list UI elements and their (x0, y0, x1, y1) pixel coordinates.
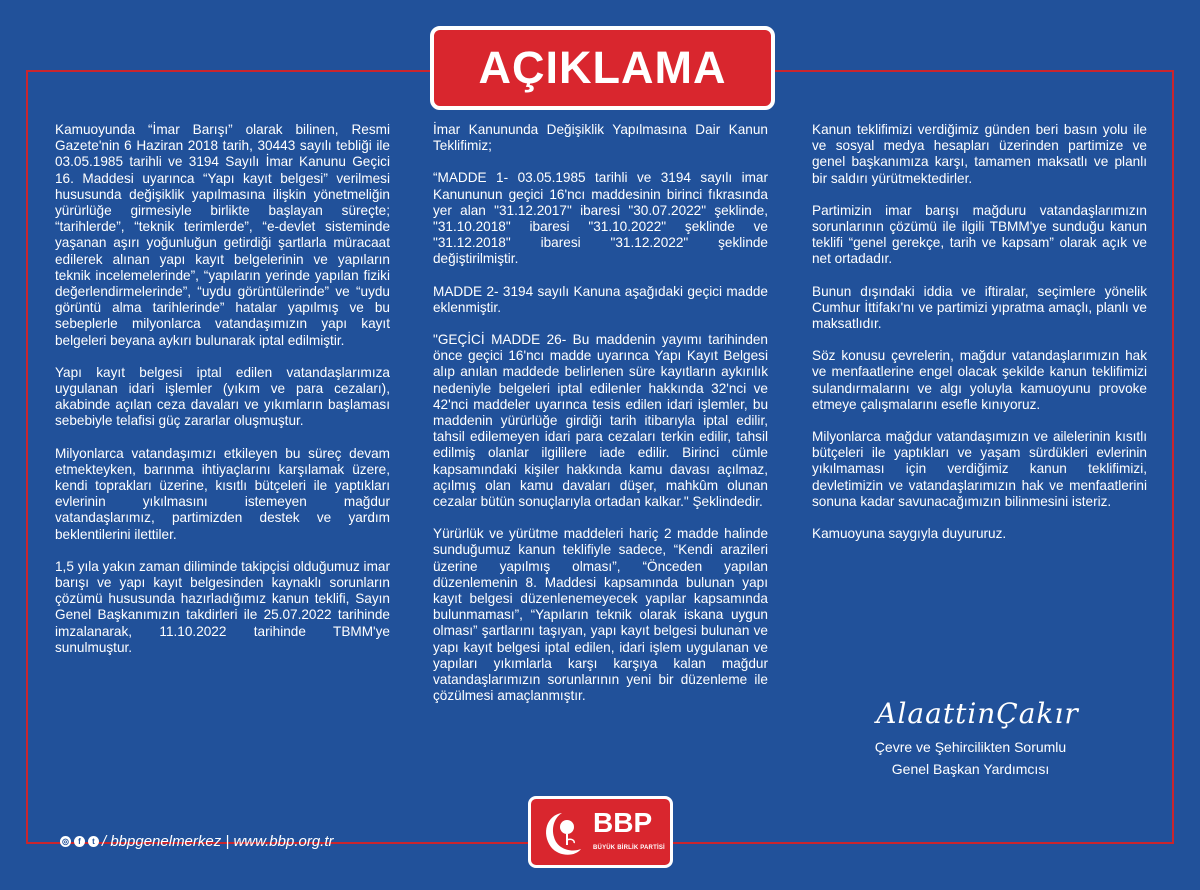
paragraph: Yürürlük ve yürütme maddeleri hariç 2 madde halinde sunduğumuz kanun teklifiyle sadece, “Kendi arazileri üzerine yapılmış olması”, “Önceden yapılan düzenlemenin 8. Maddesi kapsamında bulunan yapı kayıt belgesi düzenlenemeyecek yapılar kapsamında bulunmaması”, “Yapıların teknik olarak iskana uygun olması” şartlarını taşıyan, yapı kayıt belgesi bulunan ve yapı kayıt belgesi iptal edilen, idari işlem uygulanan ve yapıları yıkımlarla karşı karşıya kalan mağdur vatandaşlarımızın sorunlarının yeni bir düzenleme ile çözülmesi amaçlanmıştır. (433, 526, 768, 704)
column-3 (812, 122, 1147, 558)
facebook-icon[interactable]: f (74, 836, 85, 847)
paragraph: MADDE 2- 3194 sayılı Kanuna aşağıdaki geçici madde eklenmiştir. (433, 283, 768, 315)
instagram-icon[interactable]: ◎ (60, 836, 71, 847)
column-2 (433, 122, 768, 721)
logo-name: BBP (593, 807, 653, 838)
paragraph: Kamuoyuna saygıyla duyururuz. (812, 526, 1007, 542)
paragraph: Milyonlarca vatandaşımızı etkileyen bu süreç devam etmekteyken, barınma ihtiyaçlarını karşılamak üzere, kendi toprakları üzerine, kısıtlı bütçeleri ile yaptıkları evlerinin yıkılmasını istemeyen mağdur vatandaşlarımız, partimizden destek ve yardım beklentilerini ilettiler. (55, 445, 390, 542)
paragraph: Yapı kayıt belgesi iptal edilen vatandaşlarımıza uygulanan idari işlemler (yıkım ve para cezaları), akabinde açılan ceza davaları ve yıkımların başlaması sebebiyle telafisi güç zararlar oluşmuştur. (55, 364, 390, 429)
signer-title-line2: Genel Başkan Yardımcısı (891, 761, 1050, 777)
paragraph: 1,5 yıla yakın zaman diliminde takipçisi olduğumuz imar barışı ve yapı kayıt belgesinden kaynaklı sorunların çözümü hususunda hazırladığımız kanun teklifi, Sayın Genel Başkanımızın takdirleri ile 25.07.2022 tarihinde imzalanarak, 11.10.2022 tarihinde TBMM'ye sunulmuştur. (55, 558, 390, 655)
column-1 (55, 122, 390, 672)
crescent-rose-icon (537, 805, 587, 861)
paragraph: “MADDE 1- 03.05.1985 tarihli ve 3194 sayılı imar Kanununun geçici 16'ncı maddesinin birinci fıkrasında yer alan "31.12.2017" ibaresi "30.07.2022" şeklinde, "31.10.2018" ibaresi "31.10.2022" şeklinde ve "31.12.2018" ibaresi "31.12.2022" şeklinde değiştirilmiştir. (433, 170, 768, 267)
paragraph: Milyonlarca mağdur vatandaşımızın ve ailelerinin kısıtlı bütçeleri ile yaptıkları ve yaşam sürdükleri evlerinin yıkılmaması için verdiğimiz kanun teklifimizi, devletimizin ve vatandaşlarımızın hak ve menfaatlerini sonuna kadar savunacağımızın bilinmesini isteriz. (812, 429, 1147, 509)
paragraph: Söz konusu çevrelerin, mağdur vatandaşlarımızın hak ve menfaatlerine engel olacak şekilde kanun teklifimizi sulandırmalarını ve algı yoluyla kamuoyunu provoke etmeye çalışmalarını esefle kınıyoruz. (812, 348, 1147, 412)
paragraph: Partimizin imar barışı mağduru vatandaşlarımızın sorunlarının çözümü ile ilgili TBMM'ye sunduğu kanun teklifi “genel gerekçe, tarih ve kapsam” olarak açık ve net ortadadır. (812, 202, 1147, 267)
paragraph: "GEÇİCİ MADDE 26- Bu maddenin yayımı tarihinden önce geçici 16'ncı madde uyarınca Yapı Kayıt Belgesi alıp anılan maddede belirlenen süre kayıtların aykırılık nedeniyle belgeleri iptal edilenler hakkında 32'nci ve 42'nci maddeler uyarınca tesis edilen idari işlemler, bu maddenin yürürlüğe girdiği tarih itibarıyla iptal edilir, tahsil edilemeyen idari para cezaları terkin edilir, tahsil edilmiş olanlar ilgililere iade edilir. Birinci cümle kapsamındaki kişiler hakkında kamu davası açılmaz, açılmış olan kamu davaları düşer, mahkûm olunan cezalar bütün sonuçlarıyla ortadan kalkar." Şeklindedir. (433, 332, 768, 510)
paragraph: İmar Kanununda Değişiklik Yapılmasına Dair Kanun Teklifimiz; (433, 122, 768, 154)
bbp-logo (528, 796, 673, 868)
paragraph: Bunun dışındaki iddia ve iftiralar, seçimlere yönelik Cumhur İttifakı'nı ve partimizi yıpratma amaçlı, planlı ve maksatlıdır. (812, 283, 1147, 332)
twitter-icon[interactable]: t (88, 836, 99, 847)
page-title: AÇIKLAMA (478, 42, 727, 93)
paragraph: Kanun teklifimizi verdiğimiz günden beri basın yolu ile ve sosyal medya hesapları üzerinden partimize ve genel başkanımıza karşı, tamamen maksatlı ve planlı bir saldırı yürütmektedirler. (812, 122, 1147, 186)
signature: AlaattinÇakır (876, 697, 1079, 730)
title-banner (430, 26, 775, 110)
social-icons (60, 836, 99, 847)
social-handle-text[interactable]: / bbpgenelmerkez | www.bbp.org.tr (102, 833, 334, 850)
signer-title-line1: Çevre ve Şehircilikten Sorumlu (874, 739, 1067, 755)
logo-subtitle: BÜYÜK BİRLİK PARTİSİ (593, 845, 665, 851)
paragraph: Kamuoyunda “İmar Barışı” olarak bilinen, Resmi Gazete'nin 6 Haziran 2018 tarih, 30443 sayılı tebliği ile 03.05.1985 tarihli ve 3194 Sayılı İmar Kanunu Geçici 16. Maddesi uyarınca “Yapı kayıt belgesi” verilmesi hususunda değişiklik yapılmasına ilişkin yönetmeliğin yürürlüğe girmesiyle birlikte başlayan süreçte; “tarihlerde”, “teknik terimlerde”, “e-devlet sisteminde yaşanan aşırı yoğunluğun getirdiği şartlarla müracaat edilerek alınan yapı kayıt belgelerinin ve yapıların teknik incelemelerinde”, “yapıların yerinde yapılan fiziki değerlendirmelerinde”, “uydu görüntülerinde” ve “uydu görüntü alma tarihlerinde” hatalar yapılmış ve bu sebeplerle milyonlarca vatandaşımızın yapı kayıt belgeleri beyana aykırı bulunarak iptal edilmiştir. (55, 122, 390, 348)
